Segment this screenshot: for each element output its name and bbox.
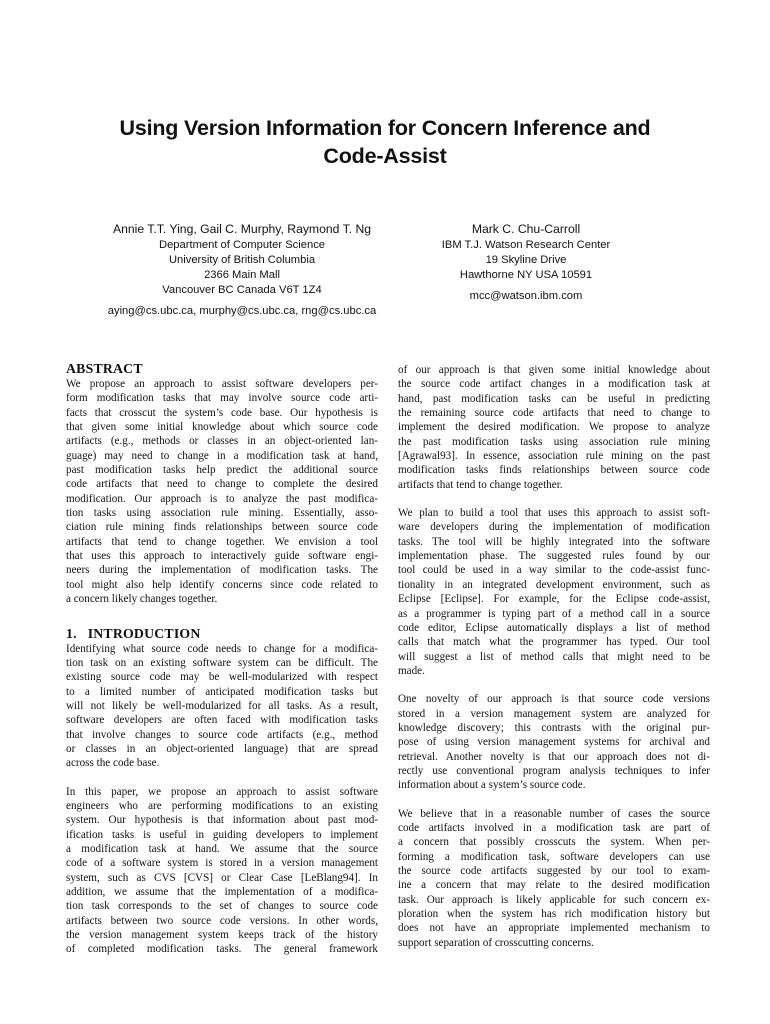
text-line: form modification tasks that may involve source code arti- [66,392,378,405]
text-line: forming a modification task, software developers can use [398,850,710,863]
text-line: ine a concern that may relate to the desired modification [398,879,710,892]
text-line: knowledge discovery; this contrasts with the original pur- [398,721,710,734]
abstract-heading: ABSTRACT [66,361,143,376]
text-line: task. Our approach is likely applicable for such concern ex- [398,893,710,906]
text-line: calls that match what the programmer has typed. Our tool [398,636,710,649]
text-line: made. [398,664,425,677]
text-line: retrieval. Another novelty is that our approach does not di- [398,750,710,763]
text-line: a modification task at hand. We assume that the source [66,842,378,855]
text-line: ware developers during the implementation of modification [398,521,710,534]
text-line: Eclipse [Eclipse]. For example, for the Eclipse code-assist, [398,593,710,606]
text-line: tion task on an existing software system can be difficult. The [66,656,378,669]
right-paragraph-2 [398,506,710,678]
abstract-paragraph [66,377,378,607]
text-line: the source code artifact changes in a modification task at [398,378,710,391]
text-line: implementation phase. The suggested rules found by our [398,550,710,563]
paper-title [60,114,710,170]
title-line: Using Version Information for Concern Inference and [119,116,651,140]
text-line: does not have an appropriate implemented mechanism to [398,922,710,935]
text-line: guage) may need to change in a modification task at hand, [66,449,378,462]
text-line: One novelty of our approach is that source code versions [398,693,710,706]
text-line: code artifacts involved in a modification task are part of [398,821,710,834]
text-line: across the code base. [66,757,160,770]
author-email: mcc@watson.ibm.com [469,290,583,302]
text-line: tool could be used in a way similar to the code-assist func- [398,564,710,577]
text-line: support separation of crosscutting concerns. [398,936,594,949]
title-line: Code-Assist [323,144,447,168]
text-line: pose of using version management systems for archival and [398,736,710,749]
text-line: We plan to build a tool that uses this approach to assist soft- [398,507,710,520]
affiliation-line: University of British Columbia [168,254,316,266]
text-line: tionality in an integrated development environment, such as [398,578,710,591]
text-line: that given some initial knowledge about which source code [66,421,378,434]
introduction-heading: 1. INTRODUCTION [66,625,201,641]
text-line: a concern likely changes together. [66,593,218,606]
text-line: or classes in an object-oriented language) that are spread [66,742,378,755]
text-line: modification. Our approach is to analyze the past modifica- [66,492,378,505]
text-line: past modification tasks help predict the additional source [66,464,378,477]
text-line: code of a software system is stored in a version management [66,857,378,870]
text-line: will suggest a list of method calls that might need to be [398,650,710,663]
text-line: modification tasks finds relationships between source code [398,464,710,477]
text-line: We propose an approach to assist software developers per- [66,378,378,390]
text-line: that uses this approach to interactively guide software engi- [66,550,378,563]
right-paragraph-1 [398,363,710,492]
text-line: rectly use conventional program analysis techniques to infer [398,764,710,777]
affiliation-line: 19 Skyline Drive [485,254,567,266]
text-line: that involve changes to source code artifacts (e.g., method [66,728,378,741]
affiliation-line: Department of Computer Science [158,239,326,251]
text-line: system, such as CVS [CVS] or Clear Case [LeBlang94]. In [66,871,378,884]
text-line: tion task corresponds to the set of changes to source code [66,900,378,913]
text-line: of our approach is that given some initial knowledge about [398,364,710,376]
text-line: In this paper, we propose an approach to assist software [66,785,378,798]
text-line: artifacts that tend to change together. We envision a tool [66,535,378,548]
affiliation-line: IBM T.J. Watson Research Center [441,239,611,251]
text-line: information about a system’s source code. [398,779,586,792]
text-line: to a limited number of anticipated modification tasks but [66,685,378,698]
text-line: artifacts that tend to change together. [398,478,563,491]
text-line: of completed modification tasks. The general framework [66,943,378,956]
right-paragraph-4 [398,807,710,950]
text-line: hand, past modification tasks can be useful in predicting [398,392,710,405]
text-line: the remaining source code artifacts that need to change to [398,407,710,420]
text-line: ification tasks is useful in guiding developers to implement [66,828,378,841]
text-line: tool might also help identify concerns since code related to [66,578,378,591]
text-line: tasks. The tool will be highly integrated into the software [398,535,710,548]
text-line: implement the desired modification. We propose to analyze [398,421,710,434]
text-line: We believe that in a reasonable number of cases the source [398,807,710,820]
text-line: addition, we assume that the implementation of a modifica- [66,886,378,898]
text-line: neers during the implementation of modification tasks. The [66,564,378,577]
right-paragraph-3 [398,692,710,792]
text-line: stored in a version management system are analyzed for [398,707,710,720]
text-line: engineers who are performing modifications to an existing [66,799,378,812]
author-block-right [420,221,632,304]
affiliation-line: 2366 Main Mall [204,269,280,281]
text-line: the version management system keeps track of the history [66,929,378,942]
text-line: as a programmer is typing part of a method call in a source [398,607,710,620]
author-names: Annie T.T. Ying, Gail C. Murphy, Raymond T. Ng [112,222,372,236]
text-line: tion tasks using association rule mining. Essentially, asso- [66,507,378,520]
text-line: a concern that possibly crosscuts the system. When per- [398,836,710,849]
text-line: facts that crosscut the system’s code base. Our hypothesis is [66,406,378,419]
text-line: artifacts between two source code versions. In other words, [66,914,378,927]
intro-paragraph-1 [66,642,378,771]
text-line: artifacts (e.g., methods or classes in an object-oriented lan- [66,435,378,448]
text-line: ciation rule mining finds relationships between source code [66,521,378,534]
affiliation-line: Vancouver BC Canada V6T 1Z4 [162,284,322,296]
text-line: [Agrawal93]. In essence, association rule mining on the past [398,450,710,463]
text-line: system. Our hypothesis is that information about past mod- [66,814,378,827]
affiliation-line: Hawthorne NY USA 10591 [459,269,593,281]
left-column [66,361,378,957]
author-email: aying@cs.ubc.ca, murphy@cs.ubc.ca, rng@cs.ubc.ca [107,305,377,317]
text-line: code editor, Eclipse automatically displays a list of method [398,621,710,634]
author-block-left [92,221,392,319]
right-column [398,363,710,950]
text-line: the source code artifacts suggested by our tool to exam- [398,865,710,877]
text-line: existing source code may be well-modularized with respect [66,671,378,684]
author-names: Mark C. Chu-Carroll [471,222,581,236]
text-line: will not likely be well-modularized for all tasks. As a result, [66,699,378,712]
text-line: Identifying what source code needs to change for a modifica- [66,642,378,655]
text-line: the past modification tasks using association rule mining [398,435,710,448]
text-line: software developers are often faced with modification tasks [66,714,378,727]
intro-paragraph-2 [66,785,378,957]
text-line: ploration when the system has rich modification history but [398,908,710,921]
text-line: code artifacts that need to change to complete the desired [66,478,378,491]
